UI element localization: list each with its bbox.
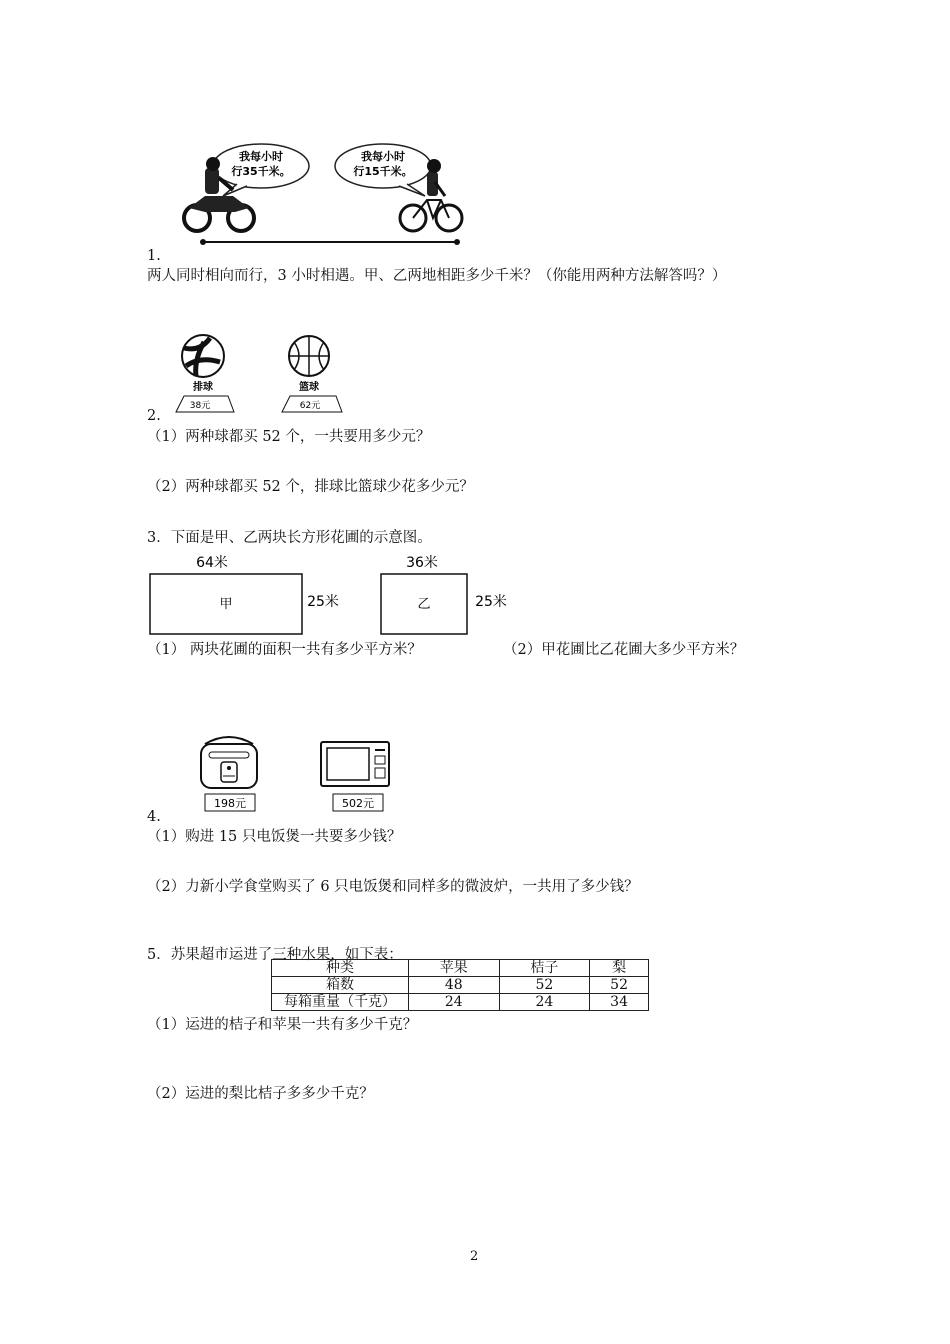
price2: 502元 [342,797,374,810]
table-cell: 52 [590,977,649,994]
q5-sub1: （1）运进的桔子和苹果一共有多少千克？ [147,1017,418,1033]
volleyball-icon [182,335,224,377]
table-cell: 24 [409,994,500,1011]
q1-text: 两人同时相向而行，3 小时相遇。甲、乙两地相距多少千米？（你能用两种方法解答吗？） [147,268,727,284]
rect2-width: 25米 [475,594,507,610]
fruit-table [271,959,649,1011]
bubble-left-line1: 我每小时 [239,150,283,163]
basketball-icon [289,336,329,376]
q3-sub2: （2）甲花圃比乙花圃大多少平方米？ [503,642,745,658]
ball1-name: 排球 [193,382,213,393]
q2-number: 2. [147,408,161,424]
table-cell: 箱数 [272,977,409,994]
table-header-cell: 种类 [272,960,409,977]
table-cell: 24 [499,994,590,1011]
ball2-name: 篮球 [299,382,319,393]
table-header-cell: 苹果 [409,960,500,977]
bubble-left-line2: 行35千米。 [231,165,291,178]
table-cell: 48 [409,977,500,994]
q4-sub1: （1）购进 15 只电饭煲一共要多少钱？ [147,829,402,845]
q3-title: 3．下面是甲、乙两块长方形花圃的示意图。 [147,530,432,546]
rect1-name: 甲 [219,597,233,612]
q4-illustration [195,730,400,816]
q4-sub2: （2）力新小学食堂购买了 6 只电饭煲和同样多的微波炉，一共用了多少钱？ [147,879,639,895]
q2-illustration [170,332,355,416]
q1-illustration [175,138,475,250]
page-number: 2 [470,1249,479,1264]
rect1-length: 64米 [196,555,228,571]
table-cell: 52 [499,977,590,994]
table-header-cell: 桔子 [499,960,590,977]
q5-sub2: （2）运进的梨比桔子多多少千克？ [147,1086,374,1102]
q2-sub1: （1）两种球都买 52 个，一共要用多少元？ [147,429,431,445]
microwave-icon [321,742,389,786]
table-header-cell: 梨 [590,960,649,977]
bubble-right-line2: 行15千米。 [353,165,413,178]
q4-number: 4. [147,809,161,825]
table-row [272,977,649,994]
rice-cooker-icon [201,737,257,788]
table-cell: 34 [590,994,649,1011]
q2-sub2: （2）两种球都买 52 个，排球比篮球少花多少元？ [147,479,474,495]
rect2-name: 乙 [417,597,431,612]
bubble-right-line1: 我每小时 [361,150,405,163]
rect2-length: 36米 [406,555,438,571]
q3-garden-diagram [145,550,525,636]
price1: 198元 [214,797,246,810]
table-header-row [272,960,649,977]
table-cell: 每箱重量（千克） [272,994,409,1011]
table-row [272,994,649,1011]
rect1-width: 25米 [307,594,339,610]
q1-number: 1. [147,248,161,264]
q3-sub1: （1） 两块花圃的面积一共有多少平方米？ [147,642,422,658]
ball1-price: 38元 [189,401,211,411]
q5-title: 5．苏果超市运进了三种水果，如下表： [147,947,403,963]
ball2-price: 62元 [299,401,321,411]
